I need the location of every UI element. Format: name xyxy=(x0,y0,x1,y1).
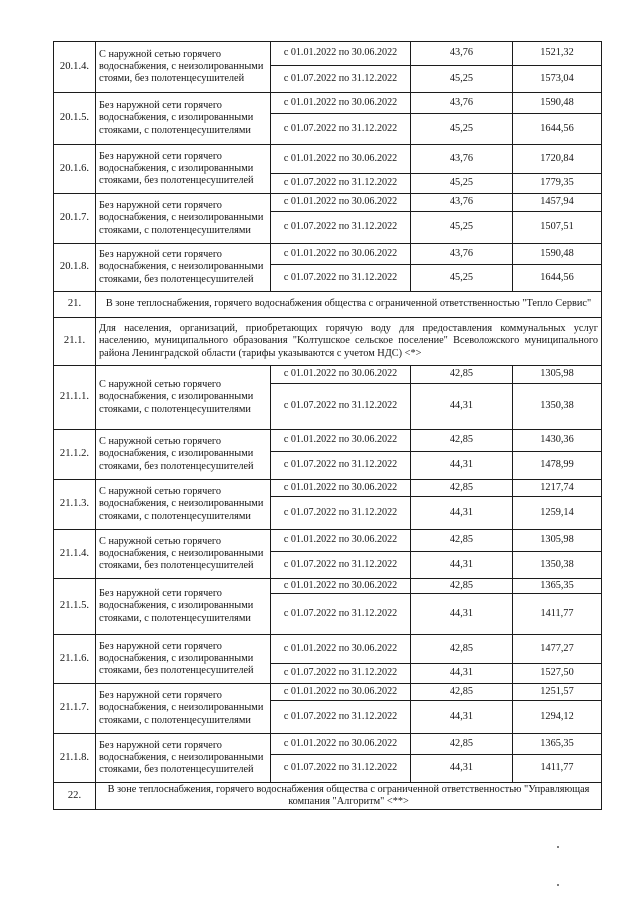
scan-speck xyxy=(557,884,559,886)
period-cell: с 01.07.2022 по 31.12.2022 xyxy=(271,497,411,530)
row-description: С наружной сетью горячего водоснабжения, с неизолированными стояками, с полотенцесушителями xyxy=(96,480,271,530)
tariff-row xyxy=(54,194,602,212)
tariff-row xyxy=(54,734,602,755)
period-cell: с 01.07.2022 по 31.12.2022 xyxy=(271,664,411,684)
value-cell: 45,25 xyxy=(411,265,513,292)
section-number: 22. xyxy=(54,783,96,810)
row-description: Без наружной сети горячего водоснабжения, с изолированными стояками, с полотенцесушителями xyxy=(96,93,271,145)
tariff-cell: 1350,38 xyxy=(513,384,602,430)
tariff-cell: 1720,84 xyxy=(513,145,602,174)
period-cell: с 01.01.2022 по 30.06.2022 xyxy=(271,93,411,114)
period-cell: с 01.07.2022 по 31.12.2022 xyxy=(271,755,411,783)
row-number: 20.1.6. xyxy=(54,145,96,194)
row-description: С наружной сетью горячего водоснабжения, с неизолированными стояками, без полотенцесушителей xyxy=(96,530,271,579)
period-cell: с 01.01.2022 по 30.06.2022 xyxy=(271,244,411,265)
row-number: 21.1.5. xyxy=(54,579,96,635)
tariff-cell: 1644,56 xyxy=(513,114,602,145)
tariff-cell: 1411,77 xyxy=(513,594,602,635)
tariff-row xyxy=(54,145,602,174)
row-number: 20.1.8. xyxy=(54,244,96,292)
period-cell: с 01.07.2022 по 31.12.2022 xyxy=(271,594,411,635)
tariff-row xyxy=(54,244,602,265)
value-cell: 43,76 xyxy=(411,42,513,66)
value-cell: 44,31 xyxy=(411,452,513,480)
period-cell: с 01.07.2022 по 31.12.2022 xyxy=(271,701,411,734)
tariff-table-body xyxy=(54,42,602,810)
period-cell: с 01.07.2022 по 31.12.2022 xyxy=(271,114,411,145)
value-cell: 42,85 xyxy=(411,684,513,701)
tariff-row xyxy=(54,480,602,497)
value-cell: 42,85 xyxy=(411,579,513,594)
period-cell: с 01.07.2022 по 31.12.2022 xyxy=(271,384,411,430)
tariff-cell: 1457,94 xyxy=(513,194,602,212)
value-cell: 42,85 xyxy=(411,366,513,384)
value-cell: 44,31 xyxy=(411,755,513,783)
period-cell: с 01.01.2022 по 30.06.2022 xyxy=(271,734,411,755)
tariff-cell: 1305,98 xyxy=(513,530,602,552)
row-description: Без наружной сети горячего водоснабжения, с изолированными стояками, без полотенцесушителей xyxy=(96,145,271,194)
value-cell: 44,31 xyxy=(411,497,513,530)
tariff-cell: 1259,14 xyxy=(513,497,602,530)
section-title: Для населения, организаций, приобретающих горячую воду для предоставления коммунальных услуг населению, муниципального образования "Колтушское сельское поселение" Всеволожского муниципального района Ленинградской области (тарифы указываются с учетом НДС) <*> xyxy=(96,318,602,366)
tariff-cell: 1573,04 xyxy=(513,66,602,93)
section-number: 21. xyxy=(54,292,96,318)
period-cell: с 01.01.2022 по 30.06.2022 xyxy=(271,145,411,174)
row-number: 20.1.4. xyxy=(54,42,96,93)
period-cell: с 01.07.2022 по 31.12.2022 xyxy=(271,66,411,93)
period-cell: с 01.07.2022 по 31.12.2022 xyxy=(271,174,411,194)
value-cell: 42,85 xyxy=(411,530,513,552)
period-cell: с 01.01.2022 по 30.06.2022 xyxy=(271,430,411,452)
tariff-cell: 1478,99 xyxy=(513,452,602,480)
value-cell: 42,85 xyxy=(411,734,513,755)
value-cell: 45,25 xyxy=(411,174,513,194)
value-cell: 43,76 xyxy=(411,244,513,265)
tariff-cell: 1527,50 xyxy=(513,664,602,684)
tariff-row xyxy=(54,42,602,66)
tariff-cell: 1411,77 xyxy=(513,755,602,783)
tariff-cell: 1430,36 xyxy=(513,430,602,452)
tariff-cell: 1477,27 xyxy=(513,635,602,664)
row-description: Без наружной сети горячего водоснабжения, с неизолированными стояками, с полотенцесушителями xyxy=(96,194,271,244)
tariff-cell: 1507,51 xyxy=(513,212,602,244)
row-number: 21.1.6. xyxy=(54,635,96,684)
value-cell: 43,76 xyxy=(411,194,513,212)
row-number: 21.1.8. xyxy=(54,734,96,783)
value-cell: 45,25 xyxy=(411,212,513,244)
period-cell: с 01.01.2022 по 30.06.2022 xyxy=(271,42,411,66)
period-cell: с 01.01.2022 по 30.06.2022 xyxy=(271,579,411,594)
tariff-row xyxy=(54,366,602,384)
tariff-cell: 1644,56 xyxy=(513,265,602,292)
period-cell: с 01.01.2022 по 30.06.2022 xyxy=(271,684,411,701)
period-cell: с 01.01.2022 по 30.06.2022 xyxy=(271,194,411,212)
row-description: Без наружной сети горячего водоснабжения, с изолированными стояками, без полотенцесушителей xyxy=(96,635,271,684)
row-description: Без наружной сети горячего водоснабжения, с неизолированными стояками, без полотенцесушителей xyxy=(96,244,271,292)
row-number: 21.1.3. xyxy=(54,480,96,530)
row-description: Без наружной сети горячего водоснабжения, с изолированными стояками, с полотенцесушителями xyxy=(96,579,271,635)
section-number: 21.1. xyxy=(54,318,96,366)
row-description: С наружной сетью горячего водоснабжения, с изолированными стояками, без полотенцесушителей xyxy=(96,430,271,480)
tariff-cell: 1590,48 xyxy=(513,244,602,265)
value-cell: 44,31 xyxy=(411,664,513,684)
row-number: 20.1.7. xyxy=(54,194,96,244)
row-number: 21.1.1. xyxy=(54,366,96,430)
section-title: В зоне теплоснабжения, горячего водоснабжения общества с ограниченной ответственностью "Тепло Сервис" xyxy=(96,292,602,318)
tariff-cell: 1251,57 xyxy=(513,684,602,701)
period-cell: с 01.01.2022 по 30.06.2022 xyxy=(271,366,411,384)
period-cell: с 01.07.2022 по 31.12.2022 xyxy=(271,265,411,292)
row-description: С наружной сетью горячего водоснабжения, с изолированными стояками, с полотенцесушителями xyxy=(96,366,271,430)
tariff-cell: 1217,74 xyxy=(513,480,602,497)
tariff-cell: 1521,32 xyxy=(513,42,602,66)
section-row xyxy=(54,318,602,366)
tariff-row xyxy=(54,684,602,701)
section-title: В зоне теплоснабжения, горячего водоснабжения общества с ограниченной ответственностью "Управляющая компания "Алгоритм" <**> xyxy=(96,783,602,810)
tariff-row xyxy=(54,579,602,594)
value-cell: 44,31 xyxy=(411,552,513,579)
row-number: 21.1.7. xyxy=(54,684,96,734)
period-cell: с 01.01.2022 по 30.06.2022 xyxy=(271,480,411,497)
row-number: 21.1.4. xyxy=(54,530,96,579)
tariff-row xyxy=(54,93,602,114)
value-cell: 44,31 xyxy=(411,384,513,430)
period-cell: с 01.07.2022 по 31.12.2022 xyxy=(271,552,411,579)
tariff-cell: 1779,35 xyxy=(513,174,602,194)
value-cell: 42,85 xyxy=(411,480,513,497)
period-cell: с 01.07.2022 по 31.12.2022 xyxy=(271,212,411,244)
value-cell: 45,25 xyxy=(411,114,513,145)
scan-speck xyxy=(557,846,559,848)
period-cell: с 01.01.2022 по 30.06.2022 xyxy=(271,530,411,552)
period-cell: с 01.07.2022 по 31.12.2022 xyxy=(271,452,411,480)
value-cell: 42,85 xyxy=(411,430,513,452)
tariff-table xyxy=(53,41,602,810)
tariff-cell: 1294,12 xyxy=(513,701,602,734)
tariff-cell: 1350,38 xyxy=(513,552,602,579)
tariff-row xyxy=(54,635,602,664)
row-number: 20.1.5. xyxy=(54,93,96,145)
row-description: Без наружной сети горячего водоснабжения, с неизолированными стояками, с полотенцесушителями xyxy=(96,684,271,734)
value-cell: 42,85 xyxy=(411,635,513,664)
tariff-cell: 1590,48 xyxy=(513,93,602,114)
tariff-row xyxy=(54,430,602,452)
row-description: С наружной сетью горячего водоснабжения, с неизолированными стоями, без полотенцесушителей xyxy=(96,42,271,93)
value-cell: 44,31 xyxy=(411,594,513,635)
section-row xyxy=(54,783,602,810)
section-row xyxy=(54,292,602,318)
tariff-cell: 1365,35 xyxy=(513,579,602,594)
value-cell: 44,31 xyxy=(411,701,513,734)
value-cell: 43,76 xyxy=(411,145,513,174)
value-cell: 43,76 xyxy=(411,93,513,114)
tariff-cell: 1365,35 xyxy=(513,734,602,755)
row-number: 21.1.2. xyxy=(54,430,96,480)
row-description: Без наружной сети горячего водоснабжения, с неизолированными стояками, без полотенцесушителей xyxy=(96,734,271,783)
tariff-row xyxy=(54,530,602,552)
value-cell: 45,25 xyxy=(411,66,513,93)
period-cell: с 01.01.2022 по 30.06.2022 xyxy=(271,635,411,664)
tariff-cell: 1305,98 xyxy=(513,366,602,384)
